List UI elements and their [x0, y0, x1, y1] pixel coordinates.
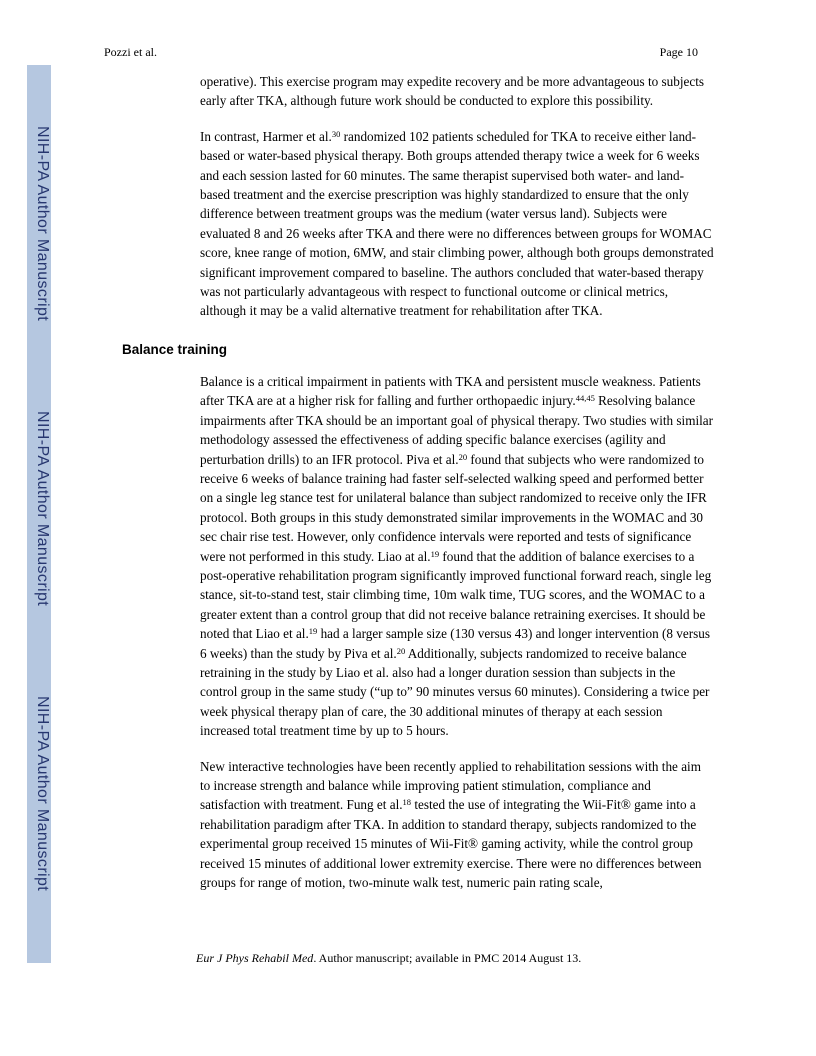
footer-journal-name: Eur J Phys Rehabil Med: [196, 951, 314, 965]
paragraph-text: Resolving balance impairments after TKA should be an important goal of physical therapy. Two studies with similar methodology assessed the effectiveness of adding specific balance exercises (agility and perturbation drills) to an IFR protocol. Piva et al.: [200, 393, 714, 467]
nih-pa-watermark-label: NIH-PA Author Manuscript: [34, 696, 51, 892]
footer-citation: [196, 951, 581, 966]
section-heading: Balance training: [122, 341, 228, 357]
paragraph-text: had a larger sample size (130 versus 43) and longer intervention (8 versus 6 weeks) than the study by Piva et al.: [200, 626, 710, 661]
paragraph-text: randomized 102 patients scheduled for TKA to receive either land-based or water-based physical therapy. Both groups attended therapy twice a week for 6 weeks and each session lasted for 60 minutes. The same therapist supervised both water- and land-based treatment and the exercise prescription was highly standardized to ensure that the only difference between treatment groups was the medium (water versus land). Subjects were evaluated 8 and 26 weeks after TKA and there were no differences between groups for WOMAC score, knee range of motion, 6MW, and stair climbing power, although both groups demonstrated significant improvement compared to baseline. The authors concluded that water-based therapy was not particularly advantageous with respect to functional outcome or clinical metrics, although it may be a valid alternative treatment for rehabilitation after TKA.: [200, 128, 714, 319]
nih-pa-watermark-label: NIH-PA Author Manuscript: [34, 411, 51, 607]
paragraph: [200, 372, 714, 741]
running-header-page-number: Page 10: [659, 45, 698, 59]
citation-superscript: 44,45: [575, 393, 595, 404]
paragraph: [200, 72, 714, 111]
paragraph-text: found that subjects who were randomized to receive 6 weeks of balance training had faster self-selected walking speed and performed better on a single leg stance test for unilateral balance than subject randomized to receive only the IFR protocol. Both groups in this study demonstrated similar improvements in the WOMAC and 30 sec chair rise test. However, only confidence intervals were reported and tests of significance were not performed in this study. Liao at al.: [200, 451, 707, 564]
paragraph-text: Additionally, subjects randomized to receive balance retraining in the study by Liao et al. also had a longer duration session than subjects in the control group in the same study (“up to” 90 minutes versus 60 minutes). Considering a twice per week physical therapy plan of care, the 30 additional minutes of therapy at each session increased total treatment time by up to 5 hours.: [200, 645, 710, 739]
nih-pa-watermark-label: NIH-PA Author Manuscript: [34, 126, 51, 322]
body-content: [122, 72, 714, 908]
citation-superscript: 20: [396, 645, 406, 656]
citation-superscript: 20: [458, 451, 468, 462]
paragraph-text: Balance is a critical impairment in patients with TKA and persistent muscle weakness. Patients after TKA are at a higher risk for falling and further orthopaedic injury.: [200, 373, 701, 409]
citation-superscript: 18: [402, 797, 412, 808]
running-header-author: Pozzi et al.: [104, 45, 157, 59]
paragraph-text: In contrast, Harmer et al.: [200, 128, 332, 144]
footer-citation-rest: . Author manuscript; available in PMC 2014 August 13.: [313, 951, 582, 965]
paragraph: [200, 757, 714, 893]
paragraph-text: tested the use of integrating the Wii-Fit® game into a rehabilitation paradigm after TKA. In addition to standard therapy, subjects randomized to the experimental group received 15 minutes of Wii-Fit® gaming activity, while the control group received 15 minutes of additional lower extremity exercise. There were no differences between groups for range of motion, two-minute walk test, numeric pain rating scale,: [200, 797, 702, 891]
paragraph: [200, 127, 714, 321]
citation-superscript: 30: [331, 128, 341, 139]
citation-superscript: 19: [308, 626, 318, 637]
paragraph-text: operative). This exercise program may expedite recovery and be more advantageous to subjects early after TKA, although future work should be conducted to explore this possibility.: [200, 74, 704, 109]
citation-superscript: 19: [430, 548, 440, 559]
paragraph-text: New interactive technologies have been recently applied to rehabilitation sessions with the aim to increase strength and balance while improving patient stimulation, compliance and satisfaction with treatment. Fung et al.: [200, 758, 701, 813]
paragraph-text: found that the addition of balance exercises to a post-operative rehabilitation program significantly improved functional forward reach, single leg stance, sit-to-stand test, stair climbing time, 10m walk time, TUG scores, and the WOMAC to a greater extent than a control group that did not receive balance retraining exercises. It should be noted that Liao et al.: [200, 548, 712, 642]
